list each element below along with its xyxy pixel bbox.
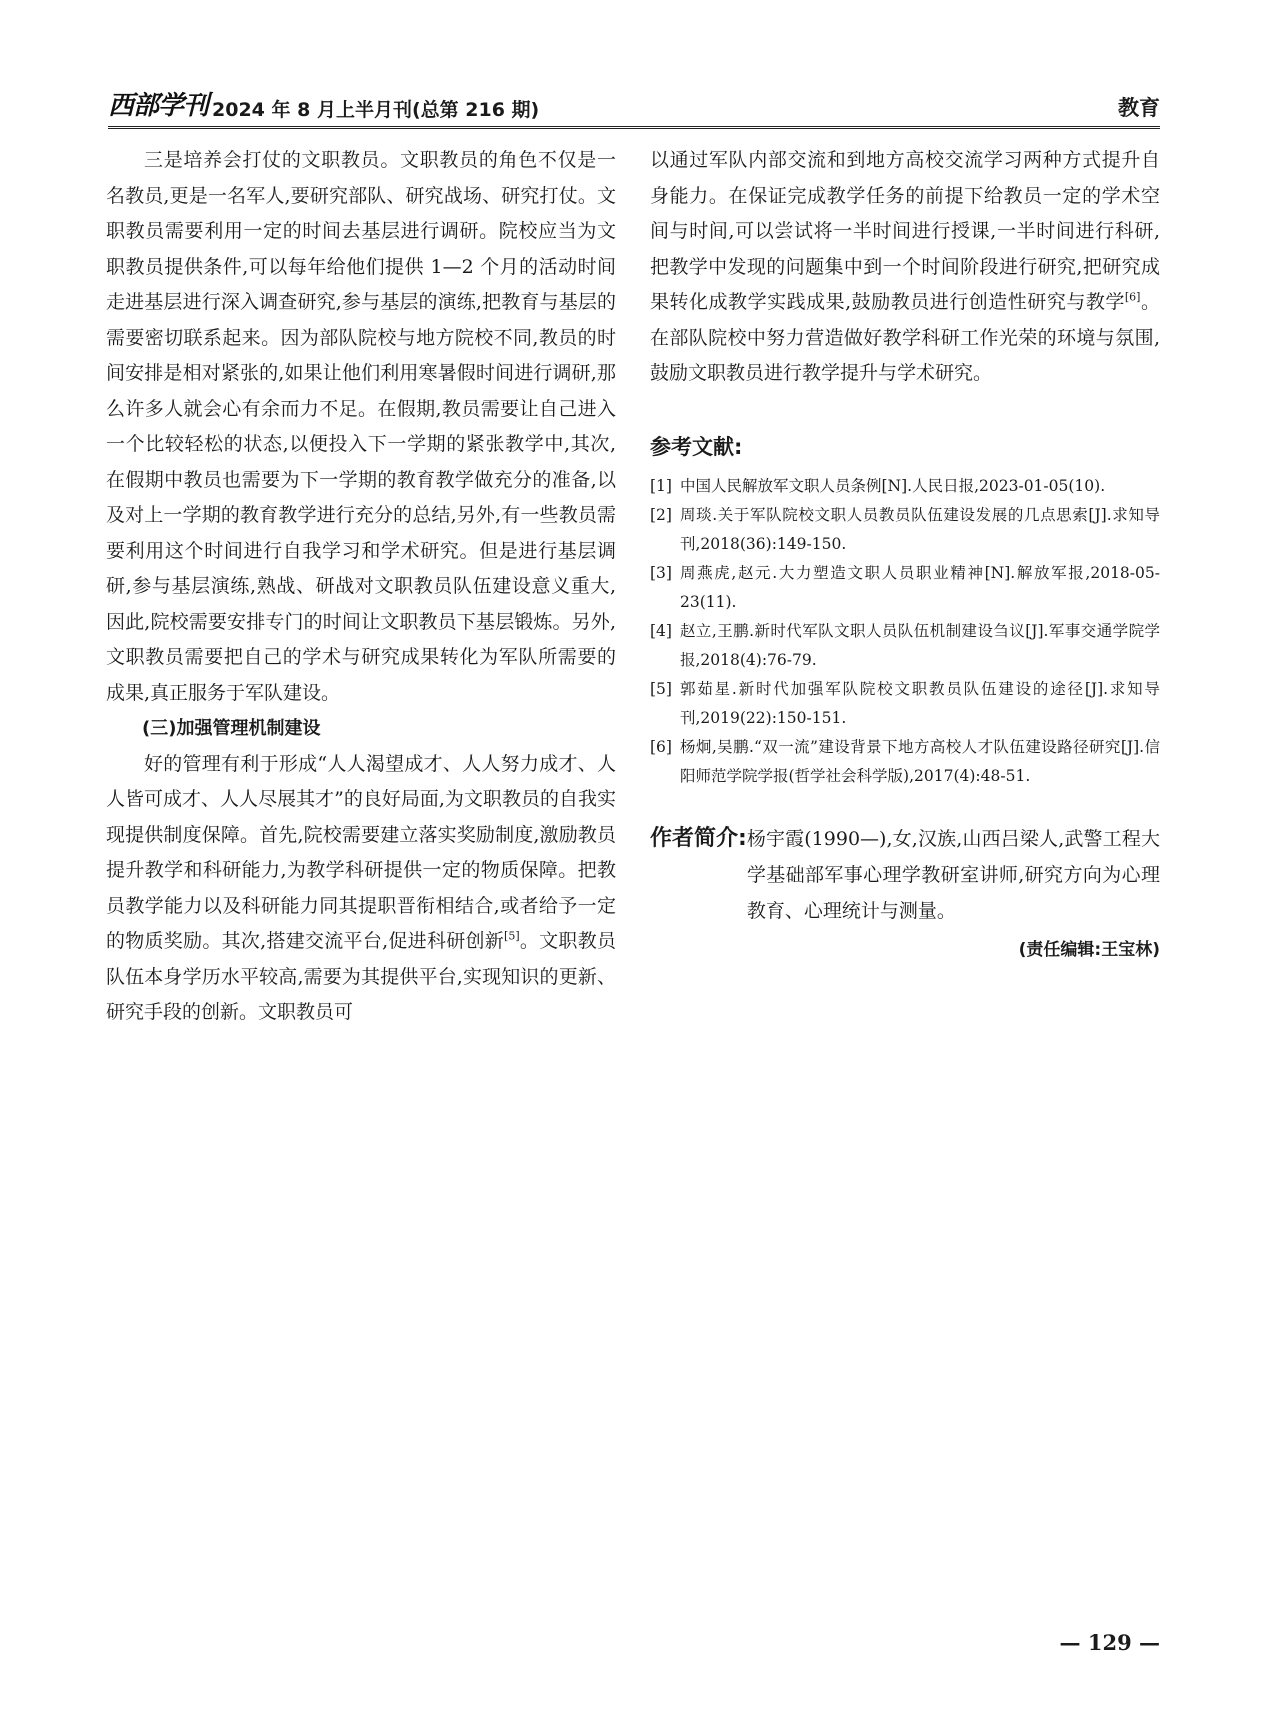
reference-number: [4] [650,621,672,640]
reference-item [650,501,1160,559]
reference-text: 郭茹星.新时代加强军队院校文职教员队伍建设的途径[J].求知导刊,2019(22):150-151. [680,679,1160,727]
author-bio [650,821,1160,929]
reference-text: 中国人民解放军文职人员条例[N].人民日报,2023-01-05(10). [680,476,1106,495]
reference-text: 周燕虎,赵元.大力塑造文职人员职业精神[N].解放军报,2018-05-23(11). [680,563,1160,611]
left-column [106,143,616,1031]
body-paragraph: 三是培养会打仗的文职教员。文职教员的角色不仅是一名教员,更是一名军人,要研究部队、研究战场、研究打仗。文职教员需要利用一定的时间去基层进行调研。院校应当为文职教员提供条件,可以每年给他们提供 1—2 个月的活动时间走进基层进行深入调查研究,参与基层的演练,把教育与基层的需要密切联系起来。因为部队院校与地方院校不同,教员的时间安排是相对紧张的,如果让他们利用寒暑假时间进行调研,那么许多人就会心有余而力不足。在假期,教员需要让自己进入一个比较轻松的状态,以便投入下一学期的紧张教学中,其次,在假期中教员也需要为下一学期的教育教学做充分的准备,以及对上一学期的教育教学进行充分的总结,另外,有一些教员需要利用这个时间进行自我学习和学术研究。但是进行基层调研,参与基层演练,熟战、研战对文职教员队伍建设意义重大,因此,院校需要安排专门的时间让文职教员下基层锻炼。另外,文职教员需要把自己的学术与研究成果转化为军队所需要的成果,真正服务于军队建设。 [106,149,616,704]
citation-marker: [6] [1124,290,1141,304]
section-name: 教育 [1118,96,1160,120]
reference-number: [1] [650,476,672,495]
reference-item [650,733,1160,791]
issue-info: 2024 年 8 月上半月刊(总第 216 期) [212,99,540,121]
reference-item [650,675,1160,733]
reference-text: 周琰.关于军队院校文职人员教员队伍建设发展的几点思索[J].求知导刊,2018(36):149-150. [680,505,1160,553]
reference-item [650,559,1160,617]
section-subheading: (三)加强管理机制建设 [142,718,321,739]
right-column [650,143,1160,965]
paragraph-text: 。在部队院校中努力营造做好教学科研工作光荣的环境与氛围,鼓励文职教员进行教学提升与学术研究。 [650,291,1160,384]
reference-number: [6] [650,737,672,756]
reference-number: [3] [650,563,672,582]
paragraph-text: 好的管理有利于形成“人人渴望成才、人人努力成才、人人皆可成才、人人尽展其才”的良好局面,为文职教员的自我实现提供制度保障。首先,院校需要建立落实奖励制度,激励教员提升教学和科研能力,为教学科研提供一定的物质保障。把教员教学能力以及科研能力同其提职晋衔相结合,或者给予一定的物质奖励。其次,搭建交流平台,促进科研创新 [106,752,616,952]
body-paragraph [650,143,1160,392]
responsible-editor: (责任编辑:王宝林) [1018,939,1160,960]
page-number: — 129 — [1059,1630,1160,1655]
header-left [108,85,539,122]
running-header [108,86,1160,129]
references-title: 参考文献: [650,434,743,459]
reference-text: 杨炯,吴鹏.“双一流”建设背景下地方高校人才队伍建设路径研究[J].信阳师范学院学报(哲学社会科学版),2017(4):48-51. [680,737,1160,785]
author-text: 杨宇霞(1990—),女,汉族,山西吕梁人,武警工程大学基础部军事心理学教研室讲师,研究方向为心理教育、心理统计与测量。 [746,827,1160,922]
paragraph-text: 以通过军队内部交流和到地方高校交流学习两种方式提升自身能力。在保证完成教学任务的前提下给教员一定的学术空间与时间,可以尝试将一半时间进行授课,一半时间进行科研,把教学中发现的问题集中到一个时间阶段进行研究,把研究成果转化成教学实践成果,鼓励教员进行创造性研究与教学 [650,149,1160,313]
reference-list [650,472,1160,791]
paragraph-text: 。文职教员队伍本身学历水平较高,需要为其提供平台,实现知识的更新、研究手段的创新。文职教员可 [106,930,616,1023]
reference-text: 赵立,王鹏.新时代军队文职人员队伍机制建设刍议[J].军事交通学院学报,2018(4):76-79. [680,621,1160,669]
author-label: 作者简介: [650,825,747,851]
reference-number: [2] [650,505,672,524]
reference-item [650,472,1160,501]
reference-item [650,617,1160,675]
body-paragraph [106,747,616,1031]
journal-logo: 西部学刊 [108,91,209,121]
reference-number: [5] [650,679,672,698]
citation-marker: [5] [504,929,520,943]
